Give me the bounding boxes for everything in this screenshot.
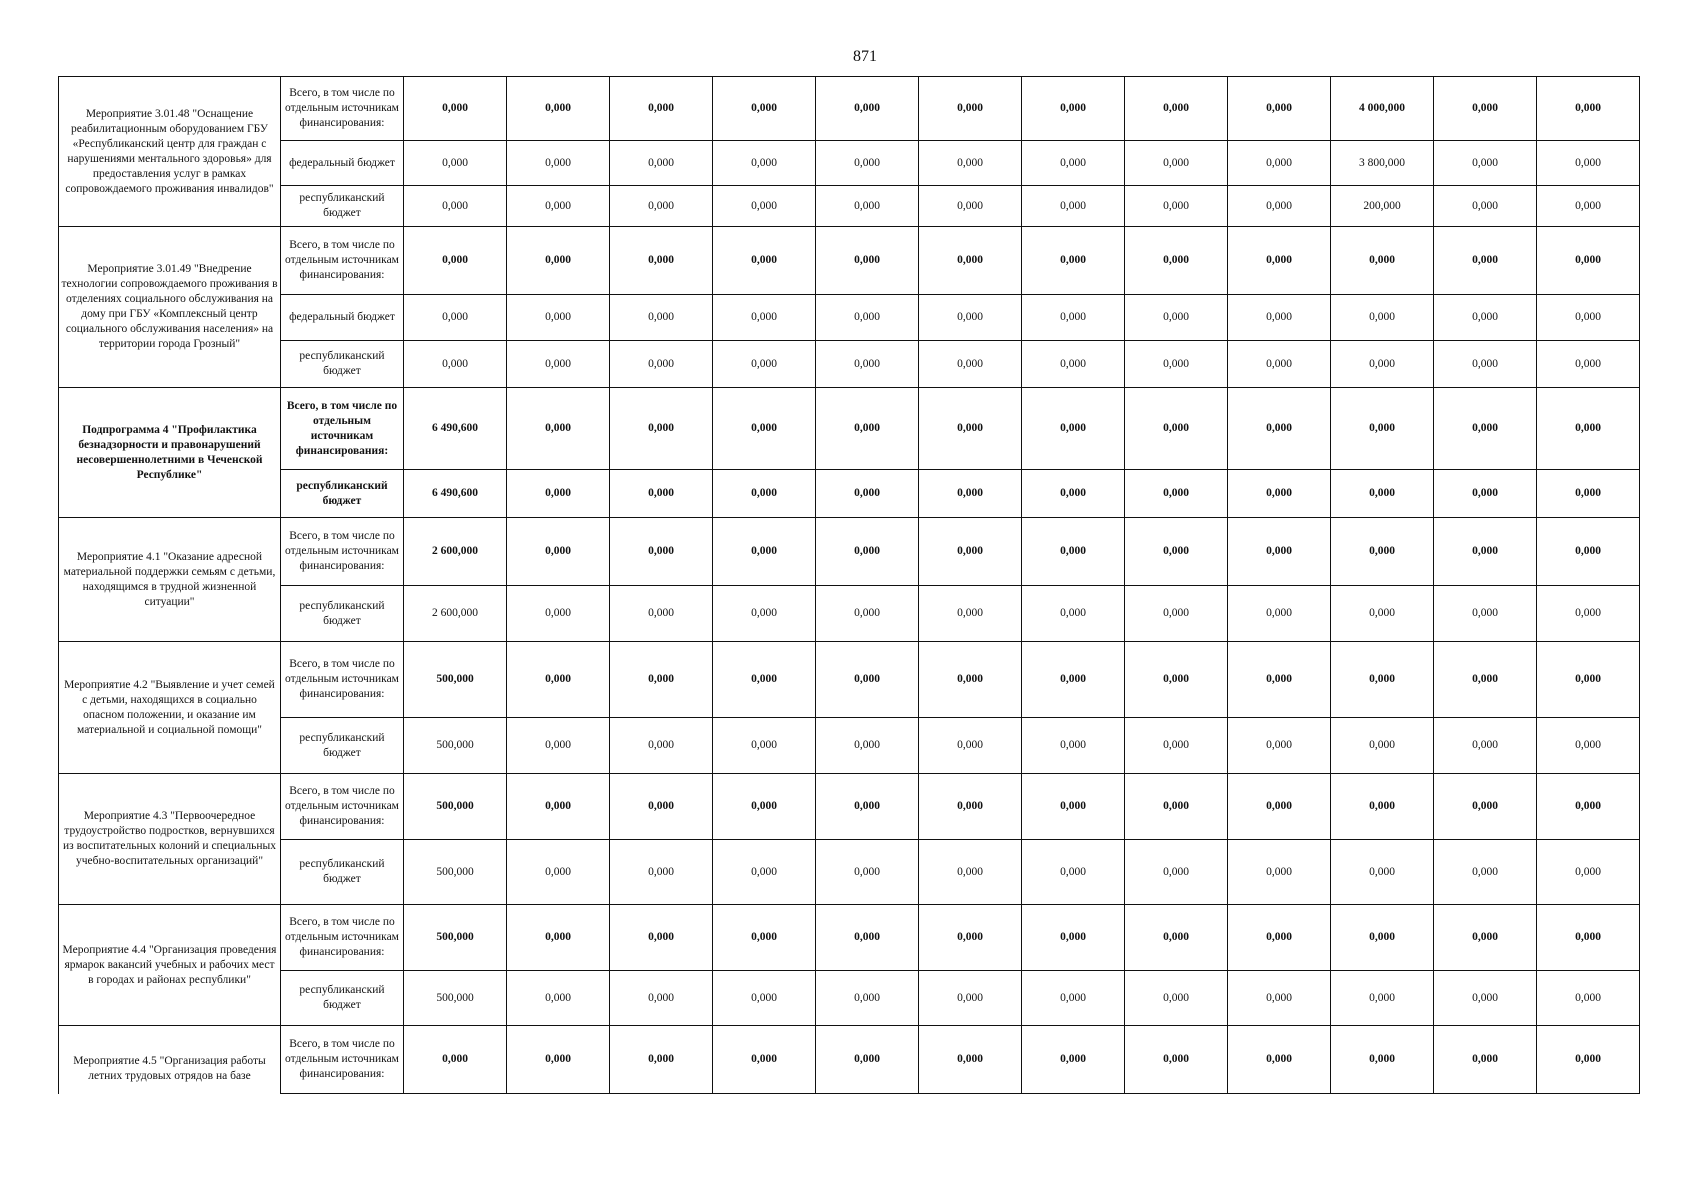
value-cell: 0,000 [404,295,507,341]
value-cell: 0,000 [1125,77,1228,141]
value-cell: 0,000 [1125,518,1228,586]
value-cell: 0,000 [1537,971,1640,1026]
value-cell: 0,000 [713,905,816,971]
value-cell: 0,000 [713,718,816,774]
funding-source-cell: федеральный бюджет [281,295,404,341]
value-cell: 0,000 [404,186,507,227]
funding-source-cell: федеральный бюджет [281,141,404,186]
value-cell: 0,000 [919,470,1022,518]
value-cell: 0,000 [1537,586,1640,642]
value-cell: 0,000 [1434,1026,1537,1094]
value-cell: 0,000 [404,77,507,141]
value-cell: 0,000 [1022,518,1125,586]
value-cell: 0,000 [919,186,1022,227]
value-cell: 0,000 [1331,774,1434,840]
table-row [59,295,1640,341]
value-cell: 0,000 [1228,227,1331,295]
value-cell: 0,000 [1434,227,1537,295]
value-cell: 0,000 [1331,905,1434,971]
value-cell: 0,000 [507,141,610,186]
value-cell: 0,000 [1537,295,1640,341]
value-cell: 0,000 [1228,518,1331,586]
value-cell: 0,000 [1537,227,1640,295]
value-cell: 0,000 [816,77,919,141]
value-cell: 0,000 [1537,905,1640,971]
value-cell: 0,000 [1331,840,1434,905]
funding-source-cell: Всего, в том числе по отдельным источникам финансирования: [281,77,404,141]
value-cell: 0,000 [713,186,816,227]
value-cell: 0,000 [816,227,919,295]
value-cell: 0,000 [1537,518,1640,586]
value-cell: 0,000 [1434,388,1537,470]
value-cell: 0,000 [919,77,1022,141]
value-cell: 0,000 [1125,227,1228,295]
value-cell: 0,000 [1022,186,1125,227]
funding-source-cell: Всего, в том числе по отдельным источникам финансирования: [281,642,404,718]
table-row [59,341,1640,388]
value-cell: 500,000 [404,905,507,971]
value-cell: 0,000 [1537,341,1640,388]
funding-source-cell: республиканский бюджет [281,840,404,905]
activity-name-cell: Мероприятие 3.01.49 "Внедрение технологии сопровождаемого проживания в отделениях социального обслуживания на дому при ГБУ «Комплексный центр социального обслуживания населения» на территории города Грозный" [59,227,281,388]
value-cell: 0,000 [919,388,1022,470]
value-cell: 0,000 [919,141,1022,186]
table-row [59,971,1640,1026]
value-cell: 0,000 [919,295,1022,341]
value-cell: 2 600,000 [404,518,507,586]
value-cell: 0,000 [713,141,816,186]
value-cell: 0,000 [507,470,610,518]
value-cell: 0,000 [919,518,1022,586]
value-cell: 0,000 [816,642,919,718]
value-cell: 0,000 [1022,295,1125,341]
value-cell: 0,000 [1022,586,1125,642]
value-cell: 0,000 [1125,840,1228,905]
value-cell: 0,000 [816,586,919,642]
value-cell: 0,000 [1125,341,1228,388]
value-cell: 0,000 [1228,774,1331,840]
value-cell: 0,000 [1434,141,1537,186]
value-cell: 0,000 [1125,642,1228,718]
value-cell: 0,000 [1434,840,1537,905]
value-cell: 0,000 [1228,1026,1331,1094]
value-cell: 0,000 [1125,718,1228,774]
value-cell: 0,000 [507,1026,610,1094]
value-cell: 0,000 [713,341,816,388]
value-cell: 0,000 [713,227,816,295]
value-cell: 0,000 [610,141,713,186]
funding-source-cell: Всего, в том числе по отдельным источникам финансирования: [281,774,404,840]
value-cell: 0,000 [1125,141,1228,186]
page-number: 871 [853,48,877,65]
value-cell: 0,000 [404,227,507,295]
value-cell: 0,000 [1537,186,1640,227]
value-cell: 0,000 [713,840,816,905]
value-cell: 0,000 [610,642,713,718]
value-cell: 0,000 [1022,227,1125,295]
value-cell: 0,000 [507,840,610,905]
value-cell: 0,000 [1125,971,1228,1026]
value-cell: 0,000 [1022,642,1125,718]
table-row [59,642,1640,718]
activity-name-cell: Подпрограмма 4 "Профилактика безнадзорности и правонарушений несовершеннолетними в Чеченской Республике" [59,388,281,518]
value-cell: 0,000 [1434,518,1537,586]
value-cell: 0,000 [1331,971,1434,1026]
value-cell: 0,000 [507,774,610,840]
value-cell: 0,000 [919,586,1022,642]
value-cell: 0,000 [919,1026,1022,1094]
value-cell: 500,000 [404,774,507,840]
funding-source-cell: республиканский бюджет [281,971,404,1026]
value-cell: 0,000 [919,227,1022,295]
financing-table [58,76,1640,1094]
activity-name-cell: Мероприятие 4.2 "Выявление и учет семей с детьми, находящихся в социально опасном положении, и оказание им материальной и социальной помощи" [59,642,281,774]
value-cell: 0,000 [713,388,816,470]
value-cell: 0,000 [1228,642,1331,718]
value-cell: 0,000 [1331,470,1434,518]
value-cell: 0,000 [713,774,816,840]
value-cell: 0,000 [1228,840,1331,905]
value-cell: 0,000 [1434,470,1537,518]
table-body [59,77,1640,1094]
value-cell: 0,000 [1022,774,1125,840]
value-cell: 0,000 [919,905,1022,971]
value-cell: 0,000 [1331,295,1434,341]
value-cell: 0,000 [1537,388,1640,470]
value-cell: 500,000 [404,642,507,718]
activity-name-cell: Мероприятие 4.4 "Организация проведения ярмарок вакансий учебных и рабочих мест в городах и районах республики" [59,905,281,1026]
value-cell: 0,000 [404,341,507,388]
value-cell: 6 490,600 [404,388,507,470]
value-cell: 0,000 [1125,586,1228,642]
value-cell: 0,000 [1022,470,1125,518]
value-cell: 0,000 [610,840,713,905]
value-cell: 0,000 [507,388,610,470]
table-row [59,774,1640,840]
value-cell: 0,000 [1537,141,1640,186]
value-cell: 0,000 [919,840,1022,905]
value-cell: 0,000 [1331,341,1434,388]
value-cell: 0,000 [1228,971,1331,1026]
value-cell: 0,000 [1125,774,1228,840]
value-cell: 2 600,000 [404,586,507,642]
value-cell: 500,000 [404,840,507,905]
value-cell: 0,000 [1228,141,1331,186]
value-cell: 0,000 [507,905,610,971]
value-cell: 0,000 [1228,470,1331,518]
value-cell: 0,000 [1022,905,1125,971]
value-cell: 0,000 [713,642,816,718]
value-cell: 0,000 [610,295,713,341]
value-cell: 0,000 [1434,774,1537,840]
value-cell: 0,000 [1537,642,1640,718]
value-cell: 0,000 [713,1026,816,1094]
table-row [59,77,1640,141]
funding-source-cell: республиканский бюджет [281,718,404,774]
activity-name-cell: Мероприятие 3.01.48 "Оснащение реабилитационным оборудованием ГБУ «Республиканский центр для граждан с нарушениями ментального здоровья» для предоставления услуг в рамках сопровождаемого проживания инвалидов" [59,77,281,227]
value-cell: 0,000 [610,905,713,971]
table-row [59,905,1640,971]
table-row [59,227,1640,295]
funding-source-cell: Всего, в том числе по отдельным источникам финансирования: [281,227,404,295]
value-cell: 0,000 [1125,295,1228,341]
value-cell: 0,000 [816,295,919,341]
table-row [59,141,1640,186]
value-cell: 0,000 [1228,586,1331,642]
table-row [59,388,1640,470]
value-cell: 4 000,000 [1331,77,1434,141]
value-cell: 0,000 [919,774,1022,840]
value-cell: 0,000 [1537,470,1640,518]
value-cell: 6 490,600 [404,470,507,518]
value-cell: 0,000 [1537,77,1640,141]
value-cell: 0,000 [1228,77,1331,141]
funding-source-cell: Всего, в том числе по отдельным источникам финансирования: [281,388,404,470]
value-cell: 0,000 [1331,586,1434,642]
value-cell: 0,000 [610,971,713,1026]
value-cell: 0,000 [1537,718,1640,774]
value-cell: 0,000 [816,971,919,1026]
value-cell: 0,000 [507,295,610,341]
table-row [59,586,1640,642]
funding-source-cell: республиканский бюджет [281,586,404,642]
value-cell: 0,000 [507,971,610,1026]
value-cell: 0,000 [1228,186,1331,227]
value-cell: 0,000 [610,586,713,642]
value-cell: 500,000 [404,971,507,1026]
value-cell: 0,000 [1537,774,1640,840]
value-cell: 0,000 [713,470,816,518]
value-cell: 0,000 [1022,141,1125,186]
value-cell: 0,000 [1228,295,1331,341]
value-cell: 0,000 [404,141,507,186]
value-cell: 0,000 [1434,718,1537,774]
value-cell: 0,000 [1331,227,1434,295]
funding-source-cell: Всего, в том числе по отдельным источникам финансирования: [281,905,404,971]
value-cell: 0,000 [1434,186,1537,227]
value-cell: 0,000 [1228,388,1331,470]
value-cell: 0,000 [816,718,919,774]
value-cell: 0,000 [919,341,1022,388]
value-cell: 0,000 [1434,971,1537,1026]
value-cell: 0,000 [713,518,816,586]
value-cell: 0,000 [507,518,610,586]
table-row [59,518,1640,586]
value-cell: 0,000 [1331,718,1434,774]
value-cell: 0,000 [1125,186,1228,227]
value-cell: 0,000 [1434,341,1537,388]
value-cell: 0,000 [1022,718,1125,774]
value-cell: 0,000 [610,718,713,774]
value-cell: 0,000 [507,341,610,388]
value-cell: 0,000 [1022,388,1125,470]
value-cell: 0,000 [404,1026,507,1094]
value-cell: 0,000 [1434,586,1537,642]
value-cell: 0,000 [1228,718,1331,774]
value-cell: 0,000 [713,971,816,1026]
value-cell: 0,000 [1331,642,1434,718]
table-row [59,1026,1640,1094]
value-cell: 3 800,000 [1331,141,1434,186]
value-cell: 0,000 [1125,470,1228,518]
value-cell: 0,000 [1434,905,1537,971]
value-cell: 0,000 [1022,341,1125,388]
value-cell: 0,000 [1434,77,1537,141]
table-row [59,470,1640,518]
value-cell: 0,000 [507,77,610,141]
value-cell: 0,000 [610,341,713,388]
activity-name-cell: Мероприятие 4.1 "Оказание адресной материальной поддержки семьям с детьми, находящимся в трудной жизненной ситуации" [59,518,281,642]
value-cell: 0,000 [919,642,1022,718]
value-cell: 0,000 [610,1026,713,1094]
value-cell: 0,000 [816,905,919,971]
funding-source-cell: республиканский бюджет [281,341,404,388]
value-cell: 0,000 [507,586,610,642]
value-cell: 0,000 [816,388,919,470]
activity-name-cell: Мероприятие 4.3 "Первоочередное трудоустройство подростков, вернувшихся из воспитательных колоний и специальных учебно-воспитательных организаций" [59,774,281,905]
value-cell: 0,000 [1331,388,1434,470]
value-cell: 0,000 [507,718,610,774]
value-cell: 0,000 [610,388,713,470]
value-cell: 0,000 [816,186,919,227]
value-cell: 0,000 [610,774,713,840]
value-cell: 0,000 [816,341,919,388]
value-cell: 0,000 [1537,1026,1640,1094]
value-cell: 0,000 [1331,1026,1434,1094]
value-cell: 0,000 [610,77,713,141]
value-cell: 0,000 [816,840,919,905]
value-cell: 0,000 [1228,905,1331,971]
value-cell: 0,000 [610,470,713,518]
value-cell: 0,000 [816,470,919,518]
value-cell: 0,000 [1434,295,1537,341]
table-row [59,718,1640,774]
value-cell: 200,000 [1331,186,1434,227]
funding-source-cell: республиканский бюджет [281,470,404,518]
value-cell: 0,000 [1125,1026,1228,1094]
value-cell: 0,000 [713,295,816,341]
value-cell: 0,000 [919,971,1022,1026]
value-cell: 0,000 [816,518,919,586]
value-cell: 0,000 [1022,840,1125,905]
value-cell: 0,000 [816,774,919,840]
value-cell: 0,000 [1125,388,1228,470]
value-cell: 0,000 [507,186,610,227]
value-cell: 500,000 [404,718,507,774]
funding-source-cell: республиканский бюджет [281,186,404,227]
value-cell: 0,000 [713,77,816,141]
value-cell: 0,000 [507,642,610,718]
value-cell: 0,000 [1434,642,1537,718]
value-cell: 0,000 [1022,77,1125,141]
value-cell: 0,000 [507,227,610,295]
value-cell: 0,000 [1331,518,1434,586]
funding-source-cell: Всего, в том числе по отдельным источникам финансирования: [281,518,404,586]
value-cell: 0,000 [610,227,713,295]
activity-name-cell: Мероприятие 4.5 "Организация работы летних трудовых отрядов на базе [59,1026,281,1094]
value-cell: 0,000 [919,718,1022,774]
table-row [59,186,1640,227]
funding-source-cell: Всего, в том числе по отдельным источникам финансирования: [281,1026,404,1094]
value-cell: 0,000 [610,518,713,586]
value-cell: 0,000 [610,186,713,227]
value-cell: 0,000 [1022,971,1125,1026]
table-row [59,840,1640,905]
value-cell: 0,000 [816,141,919,186]
value-cell: 0,000 [713,586,816,642]
value-cell: 0,000 [816,1026,919,1094]
value-cell: 0,000 [1537,840,1640,905]
value-cell: 0,000 [1022,1026,1125,1094]
value-cell: 0,000 [1228,341,1331,388]
value-cell: 0,000 [1125,905,1228,971]
